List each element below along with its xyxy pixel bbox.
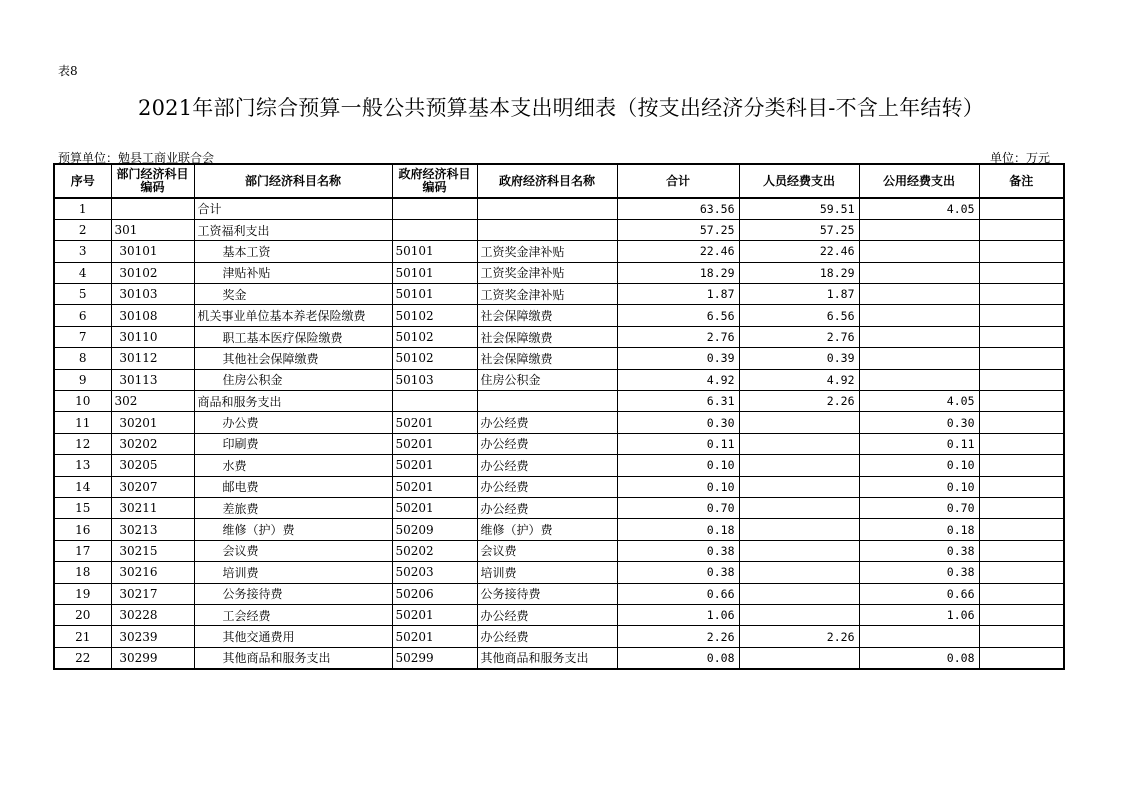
cell-gov-code: 50103 — [392, 369, 477, 390]
cell-dept-name: 会议费 — [194, 540, 392, 561]
cell-public: 0.66 — [859, 583, 979, 604]
cell-notes — [979, 219, 1064, 240]
cell-personnel — [739, 647, 859, 668]
table-row — [54, 219, 1064, 240]
table-row — [54, 433, 1064, 454]
table-row — [54, 305, 1064, 326]
cell-gov-code — [392, 391, 477, 412]
table-row — [54, 369, 1064, 390]
cell-personnel — [739, 562, 859, 583]
cell-dept-code: 30101 — [111, 241, 194, 262]
cell-dept-name: 住房公积金 — [194, 369, 392, 390]
cell-seq: 1 — [54, 198, 111, 219]
cell-total: 57.25 — [617, 219, 739, 240]
cell-dept-code: 30112 — [111, 348, 194, 369]
cell-seq: 18 — [54, 562, 111, 583]
header-public: 公用经费支出 — [859, 164, 979, 198]
table-row — [54, 262, 1064, 283]
cell-public: 0.10 — [859, 455, 979, 476]
cell-seq: 7 — [54, 326, 111, 347]
cell-public: 0.11 — [859, 433, 979, 454]
cell-notes — [979, 241, 1064, 262]
cell-gov-code: 50209 — [392, 519, 477, 540]
cell-dept-name: 其他商品和服务支出 — [194, 647, 392, 668]
cell-dept-code — [111, 198, 194, 219]
cell-gov-name: 社会保障缴费 — [477, 348, 617, 369]
cell-notes — [979, 583, 1064, 604]
cell-notes — [979, 476, 1064, 497]
table-row — [54, 455, 1064, 476]
cell-total: 2.76 — [617, 326, 739, 347]
cell-total: 0.39 — [617, 348, 739, 369]
cell-gov-name: 办公经费 — [477, 604, 617, 625]
cell-public — [859, 369, 979, 390]
cell-seq: 8 — [54, 348, 111, 369]
cell-gov-name: 办公经费 — [477, 455, 617, 476]
cell-gov-name: 公务接待费 — [477, 583, 617, 604]
cell-gov-code: 50201 — [392, 476, 477, 497]
budget-table — [53, 163, 1065, 670]
cell-public — [859, 219, 979, 240]
table-row — [54, 497, 1064, 518]
cell-seq: 11 — [54, 412, 111, 433]
cell-gov-name: 维修（护）费 — [477, 519, 617, 540]
table-row — [54, 540, 1064, 561]
cell-notes — [979, 562, 1064, 583]
cell-public: 0.08 — [859, 647, 979, 668]
table-row — [54, 583, 1064, 604]
cell-public: 1.06 — [859, 604, 979, 625]
table-row — [54, 562, 1064, 583]
cell-dept-code: 30102 — [111, 262, 194, 283]
cell-personnel — [739, 604, 859, 625]
cell-dept-code: 30217 — [111, 583, 194, 604]
cell-public — [859, 305, 979, 326]
cell-notes — [979, 455, 1064, 476]
cell-total: 1.87 — [617, 284, 739, 305]
cell-dept-code: 30202 — [111, 433, 194, 454]
header-total: 合计 — [617, 164, 739, 198]
cell-personnel: 1.87 — [739, 284, 859, 305]
cell-gov-name: 住房公积金 — [477, 369, 617, 390]
cell-dept-name: 其他交通费用 — [194, 626, 392, 647]
header-dept-code: 部门经济科目编码 — [111, 164, 194, 198]
cell-seq: 4 — [54, 262, 111, 283]
table-row — [54, 626, 1064, 647]
cell-seq: 12 — [54, 433, 111, 454]
cell-dept-code: 301 — [111, 219, 194, 240]
cell-dept-code: 30239 — [111, 626, 194, 647]
cell-dept-name: 商品和服务支出 — [194, 391, 392, 412]
cell-public: 0.30 — [859, 412, 979, 433]
cell-gov-code: 50203 — [392, 562, 477, 583]
cell-gov-code: 50101 — [392, 262, 477, 283]
cell-personnel: 0.39 — [739, 348, 859, 369]
cell-notes — [979, 519, 1064, 540]
cell-seq: 21 — [54, 626, 111, 647]
cell-total: 0.18 — [617, 519, 739, 540]
cell-dept-name: 机关事业单位基本养老保险缴费 — [194, 305, 392, 326]
cell-personnel — [739, 540, 859, 561]
cell-gov-name: 会议费 — [477, 540, 617, 561]
cell-notes — [979, 647, 1064, 668]
cell-notes — [979, 326, 1064, 347]
cell-seq: 13 — [54, 455, 111, 476]
page-title: 2021年部门综合预算一般公共预算基本支出明细表（按支出经济分类科目-不含上年结转） — [138, 96, 984, 120]
cell-personnel — [739, 583, 859, 604]
cell-dept-code: 30113 — [111, 369, 194, 390]
header-gov-name: 政府经济科目名称 — [477, 164, 617, 198]
cell-notes — [979, 262, 1064, 283]
cell-gov-code: 50201 — [392, 626, 477, 647]
cell-dept-code: 30215 — [111, 540, 194, 561]
cell-personnel — [739, 519, 859, 540]
cell-personnel — [739, 412, 859, 433]
cell-dept-name: 工会经费 — [194, 604, 392, 625]
cell-seq: 9 — [54, 369, 111, 390]
cell-personnel: 2.76 — [739, 326, 859, 347]
cell-gov-code — [392, 198, 477, 219]
cell-gov-code: 50202 — [392, 540, 477, 561]
table-row — [54, 241, 1064, 262]
cell-gov-code: 50299 — [392, 647, 477, 668]
cell-gov-code: 50201 — [392, 497, 477, 518]
cell-dept-name: 差旅费 — [194, 497, 392, 518]
cell-gov-name: 其他商品和服务支出 — [477, 647, 617, 668]
cell-notes — [979, 348, 1064, 369]
cell-gov-code: 50101 — [392, 241, 477, 262]
cell-gov-name: 工资奖金津补贴 — [477, 284, 617, 305]
cell-total: 0.11 — [617, 433, 739, 454]
cell-total: 22.46 — [617, 241, 739, 262]
cell-personnel: 57.25 — [739, 219, 859, 240]
cell-gov-name: 培训费 — [477, 562, 617, 583]
cell-public — [859, 241, 979, 262]
currency-unit: 单位：万元 — [989, 151, 1050, 165]
cell-total: 0.38 — [617, 540, 739, 561]
cell-total: 63.56 — [617, 198, 739, 219]
cell-gov-code: 50201 — [392, 604, 477, 625]
cell-dept-name: 维修（护）费 — [194, 519, 392, 540]
cell-dept-code: 30201 — [111, 412, 194, 433]
cell-total: 0.10 — [617, 455, 739, 476]
cell-public — [859, 348, 979, 369]
cell-notes — [979, 412, 1064, 433]
cell-total: 0.10 — [617, 476, 739, 497]
cell-dept-code: 30216 — [111, 562, 194, 583]
cell-gov-name: 工资奖金津补贴 — [477, 241, 617, 262]
cell-dept-code: 30103 — [111, 284, 194, 305]
cell-gov-name: 工资奖金津补贴 — [477, 262, 617, 283]
header-dept-name: 部门经济科目名称 — [194, 164, 392, 198]
cell-gov-name — [477, 219, 617, 240]
cell-gov-name: 办公经费 — [477, 476, 617, 497]
cell-seq: 19 — [54, 583, 111, 604]
table-row — [54, 198, 1064, 219]
cell-seq: 6 — [54, 305, 111, 326]
cell-public: 0.70 — [859, 497, 979, 518]
cell-notes — [979, 391, 1064, 412]
header-personnel: 人员经费支出 — [739, 164, 859, 198]
cell-gov-code: 50201 — [392, 433, 477, 454]
cell-notes — [979, 369, 1064, 390]
header-notes: 备注 — [979, 164, 1064, 198]
cell-notes — [979, 497, 1064, 518]
table-row — [54, 412, 1064, 433]
table-row — [54, 476, 1064, 497]
cell-seq: 17 — [54, 540, 111, 561]
cell-public — [859, 626, 979, 647]
cell-dept-code: 30110 — [111, 326, 194, 347]
cell-gov-name: 办公经费 — [477, 497, 617, 518]
cell-seq: 3 — [54, 241, 111, 262]
cell-personnel — [739, 433, 859, 454]
cell-personnel: 22.46 — [739, 241, 859, 262]
cell-total: 4.92 — [617, 369, 739, 390]
cell-seq: 5 — [54, 284, 111, 305]
cell-total: 0.70 — [617, 497, 739, 518]
cell-notes — [979, 626, 1064, 647]
header-row — [54, 164, 1064, 198]
cell-personnel: 2.26 — [739, 391, 859, 412]
cell-total: 18.29 — [617, 262, 739, 283]
cell-public: 0.38 — [859, 562, 979, 583]
table-row — [54, 519, 1064, 540]
table-row — [54, 604, 1064, 625]
cell-notes — [979, 604, 1064, 625]
budget-unit: 预算单位：勉县工商业联合会 — [58, 151, 215, 165]
table-number: 表8 — [58, 64, 78, 78]
cell-total: 0.66 — [617, 583, 739, 604]
cell-dept-name: 基本工资 — [194, 241, 392, 262]
cell-total: 0.08 — [617, 647, 739, 668]
cell-dept-name: 办公费 — [194, 412, 392, 433]
cell-dept-name: 职工基本医疗保险缴费 — [194, 326, 392, 347]
cell-personnel: 2.26 — [739, 626, 859, 647]
cell-notes — [979, 198, 1064, 219]
cell-seq: 20 — [54, 604, 111, 625]
cell-dept-name: 其他社会保障缴费 — [194, 348, 392, 369]
cell-seq: 22 — [54, 647, 111, 668]
cell-personnel — [739, 476, 859, 497]
cell-public: 4.05 — [859, 391, 979, 412]
cell-dept-code: 30205 — [111, 455, 194, 476]
cell-dept-name: 工资福利支出 — [194, 219, 392, 240]
table-body — [54, 198, 1064, 669]
cell-total: 0.30 — [617, 412, 739, 433]
header-gov-code: 政府经济科目编码 — [392, 164, 477, 198]
cell-personnel: 6.56 — [739, 305, 859, 326]
cell-gov-code: 50201 — [392, 412, 477, 433]
cell-gov-name: 社会保障缴费 — [477, 326, 617, 347]
cell-gov-name — [477, 198, 617, 219]
table-row — [54, 647, 1064, 668]
table-row — [54, 284, 1064, 305]
cell-dept-code: 30207 — [111, 476, 194, 497]
cell-dept-name: 合计 — [194, 198, 392, 219]
cell-public: 0.18 — [859, 519, 979, 540]
cell-dept-code: 30299 — [111, 647, 194, 668]
cell-dept-name: 印刷费 — [194, 433, 392, 454]
cell-gov-name: 办公经费 — [477, 626, 617, 647]
cell-gov-code: 50102 — [392, 348, 477, 369]
cell-seq: 16 — [54, 519, 111, 540]
cell-seq: 2 — [54, 219, 111, 240]
table-row — [54, 348, 1064, 369]
header-seq: 序号 — [54, 164, 111, 198]
cell-public — [859, 326, 979, 347]
cell-personnel: 4.92 — [739, 369, 859, 390]
cell-personnel — [739, 497, 859, 518]
cell-total: 0.38 — [617, 562, 739, 583]
cell-gov-name: 社会保障缴费 — [477, 305, 617, 326]
cell-gov-code: 50102 — [392, 305, 477, 326]
table-row — [54, 326, 1064, 347]
cell-notes — [979, 284, 1064, 305]
cell-gov-code: 50102 — [392, 326, 477, 347]
cell-gov-code: 50201 — [392, 455, 477, 476]
cell-dept-name: 公务接待费 — [194, 583, 392, 604]
cell-notes — [979, 540, 1064, 561]
cell-personnel — [739, 455, 859, 476]
cell-gov-code: 50101 — [392, 284, 477, 305]
cell-total: 2.26 — [617, 626, 739, 647]
cell-dept-code: 30211 — [111, 497, 194, 518]
cell-dept-code: 30213 — [111, 519, 194, 540]
cell-seq: 10 — [54, 391, 111, 412]
cell-total: 1.06 — [617, 604, 739, 625]
cell-public — [859, 284, 979, 305]
cell-gov-name: 办公经费 — [477, 412, 617, 433]
cell-public: 4.05 — [859, 198, 979, 219]
cell-dept-code: 30228 — [111, 604, 194, 625]
cell-dept-code: 30108 — [111, 305, 194, 326]
table-row — [54, 391, 1064, 412]
cell-notes — [979, 305, 1064, 326]
cell-gov-name — [477, 391, 617, 412]
cell-seq: 14 — [54, 476, 111, 497]
cell-dept-name: 津贴补贴 — [194, 262, 392, 283]
cell-dept-name: 水费 — [194, 455, 392, 476]
cell-dept-code: 302 — [111, 391, 194, 412]
cell-personnel: 59.51 — [739, 198, 859, 219]
cell-dept-name: 奖金 — [194, 284, 392, 305]
cell-gov-code — [392, 219, 477, 240]
cell-dept-name: 邮电费 — [194, 476, 392, 497]
cell-seq: 15 — [54, 497, 111, 518]
cell-gov-name: 办公经费 — [477, 433, 617, 454]
cell-public: 0.38 — [859, 540, 979, 561]
cell-total: 6.31 — [617, 391, 739, 412]
cell-dept-name: 培训费 — [194, 562, 392, 583]
cell-personnel: 18.29 — [739, 262, 859, 283]
cell-public — [859, 262, 979, 283]
cell-public: 0.10 — [859, 476, 979, 497]
cell-gov-code: 50206 — [392, 583, 477, 604]
cell-total: 6.56 — [617, 305, 739, 326]
cell-notes — [979, 433, 1064, 454]
